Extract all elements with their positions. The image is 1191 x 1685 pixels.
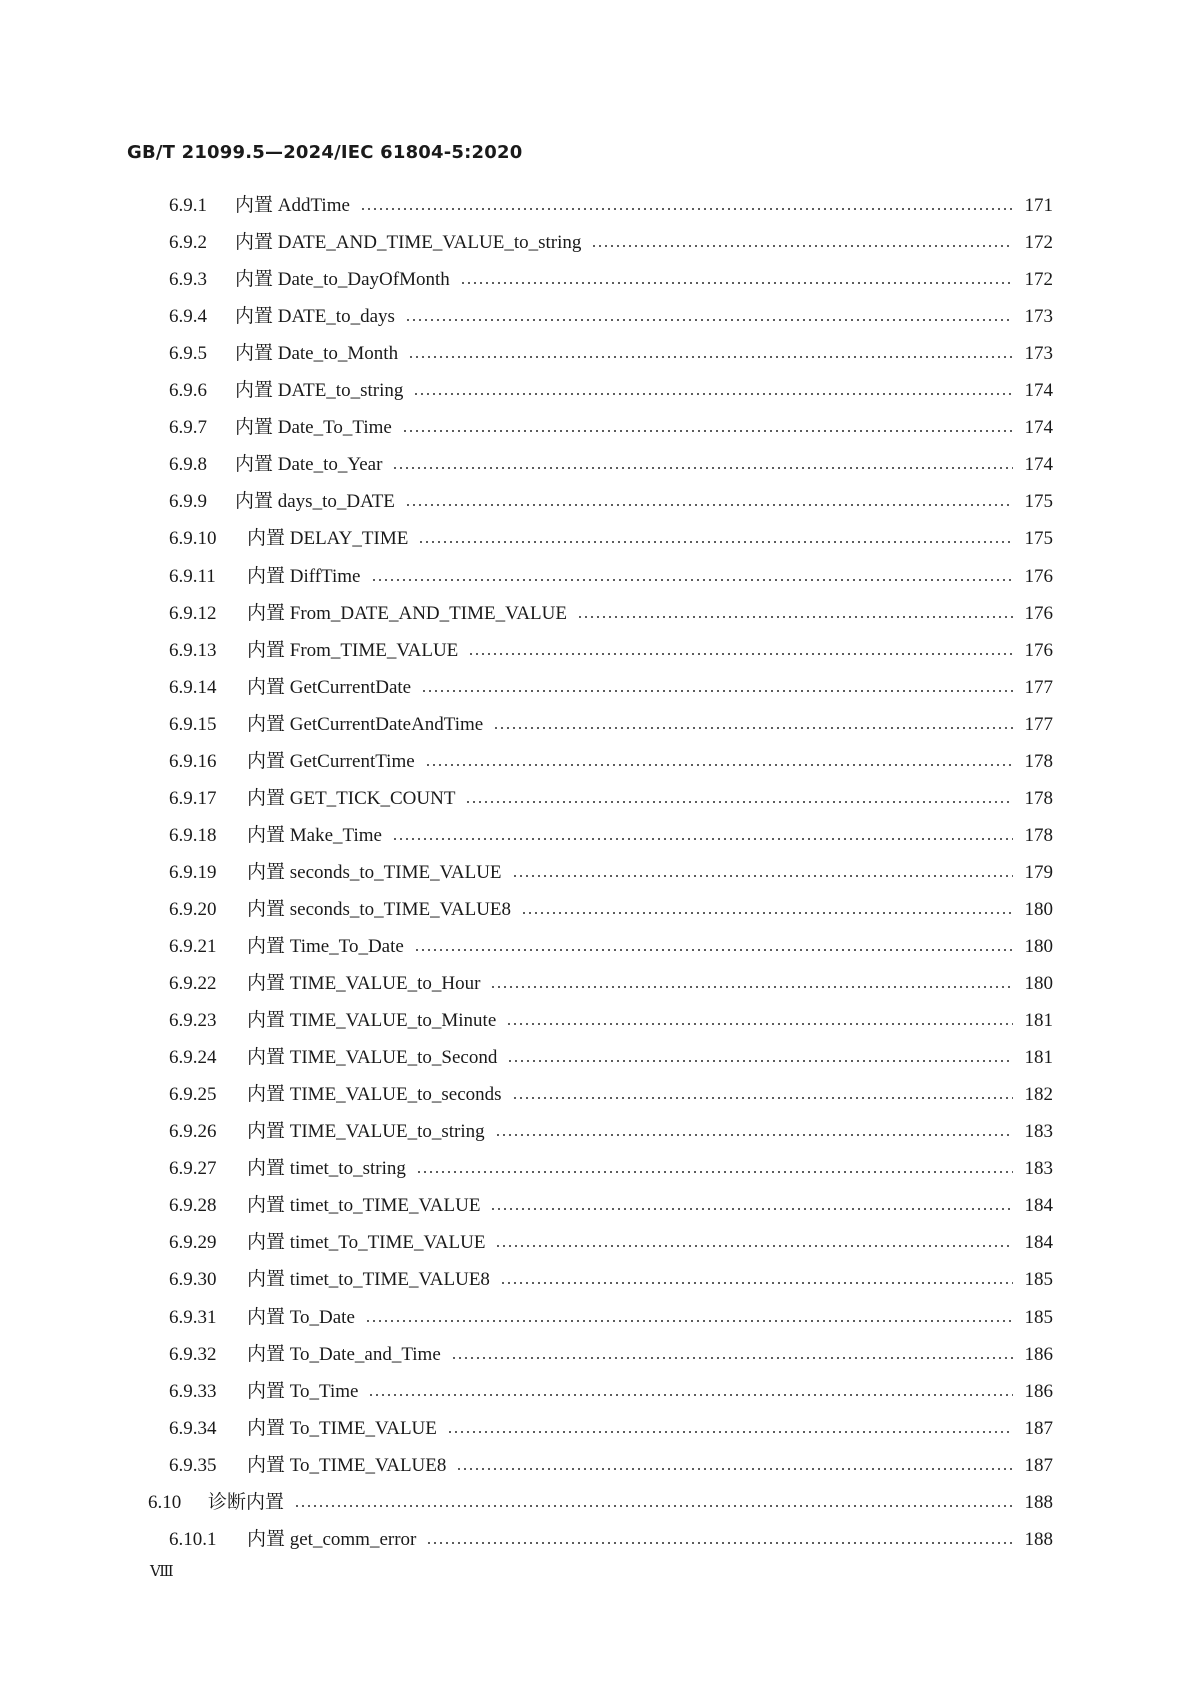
dot-leader <box>416 1171 1013 1173</box>
toc-entry-title: 内置 DiffTime <box>247 565 361 587</box>
toc-entry-page: 180 <box>1024 936 1053 957</box>
toc-entry-title: 内置 Time_To_Date <box>247 936 404 957</box>
dot-leader <box>413 393 1013 395</box>
toc-entry-page: 183 <box>1024 1121 1053 1143</box>
dot-leader <box>408 356 1013 358</box>
toc-entry-page: 176 <box>1024 602 1053 624</box>
toc-entry-title: 内置 DELAY_TIME <box>247 528 409 550</box>
toc-entry-page: 188 <box>1024 1491 1053 1513</box>
toc-entry[interactable] <box>169 1304 1053 1332</box>
dot-leader <box>405 504 1013 506</box>
toc-entry-title: 内置 DATE_to_string <box>235 380 404 402</box>
toc-entry-number: 6.9.11 <box>169 565 216 587</box>
toc-entry[interactable] <box>169 563 1053 591</box>
toc-entry-page: 175 <box>1024 491 1053 513</box>
toc-entry-number: 6.9.32 <box>169 1343 217 1365</box>
dot-leader <box>421 690 1013 692</box>
toc-entry[interactable] <box>148 1489 1053 1517</box>
toc-entry-number: 6.9.21 <box>169 936 217 957</box>
toc-entry-title: 内置 To_Date <box>247 1306 355 1328</box>
dot-leader <box>495 1134 1013 1136</box>
toc-entry-title: 内置 TIME_VALUE_to_Minute <box>247 1010 497 1032</box>
toc-entry-number: 6.9.7 <box>169 417 207 439</box>
toc-entry-page: 172 <box>1024 232 1053 254</box>
toc-entry-number: 6.9.25 <box>169 1084 217 1106</box>
toc-entry-title: 内置 timet_To_TIME_VALUE <box>247 1232 486 1254</box>
dot-leader <box>490 986 1013 988</box>
toc-entry-title: 内置 TIME_VALUE_to_Second <box>247 1047 498 1069</box>
dot-leader <box>414 949 1013 951</box>
toc-entry-title: 内置 TIME_VALUE_to_Hour <box>247 973 481 995</box>
toc-entry-title: 内置 DATE_to_days <box>235 306 395 328</box>
toc-entry-title: 内置 seconds_to_TIME_VALUE8 <box>247 898 512 920</box>
toc-entry-number: 6.9.29 <box>169 1232 217 1254</box>
dot-leader <box>360 208 1013 210</box>
dot-leader <box>507 1060 1013 1062</box>
toc-entry-title: 诊断内置 <box>208 1491 285 1513</box>
dot-leader <box>418 541 1013 543</box>
toc-entry[interactable] <box>169 377 1053 405</box>
toc-entry[interactable] <box>169 1415 1053 1443</box>
toc-entry-title: 内置 To_Time <box>247 1380 359 1402</box>
toc-entry-page: 176 <box>1024 639 1053 661</box>
toc-entry-page: 180 <box>1024 973 1053 995</box>
toc-entry[interactable] <box>169 822 1053 850</box>
toc-entry-number: 6.9.17 <box>169 787 217 809</box>
dot-leader <box>506 1023 1013 1025</box>
toc-entry-title: 内置 Date_to_DayOfMonth <box>235 269 450 291</box>
dot-leader <box>447 1431 1013 1433</box>
dot-leader <box>402 430 1013 432</box>
toc-entry-page: 173 <box>1024 306 1053 328</box>
toc-entry-title: 内置 timet_to_TIME_VALUE <box>247 1195 481 1217</box>
toc-entry-title: 内置 TIME_VALUE_to_string <box>247 1121 485 1143</box>
dot-leader <box>405 319 1013 321</box>
dot-leader <box>368 1394 1013 1396</box>
toc-entry[interactable] <box>169 229 1053 257</box>
toc-entry-number: 6.9.18 <box>169 824 217 846</box>
dot-leader <box>493 727 1013 729</box>
toc-entry-number: 6.9.13 <box>169 639 217 661</box>
toc-entry-number: 6.9.23 <box>169 1010 217 1032</box>
toc-entry-page: 181 <box>1024 1010 1053 1032</box>
toc-entry-number: 6.9.9 <box>169 491 207 513</box>
toc-entry-number: 6.9.6 <box>169 380 207 402</box>
toc-entry-page: 178 <box>1024 824 1053 846</box>
toc-entry-number: 6.9.24 <box>169 1047 217 1069</box>
toc-entry-title: 内置 get_comm_error <box>247 1528 417 1550</box>
dot-leader <box>495 1245 1013 1247</box>
toc-entry-page: 185 <box>1024 1306 1053 1328</box>
toc-entry-title: 内置 GetCurrentDate <box>247 676 412 698</box>
toc-entry[interactable] <box>169 637 1053 665</box>
toc-entry-page: 186 <box>1024 1380 1053 1402</box>
toc-entry-number: 6.9.33 <box>169 1380 217 1402</box>
toc-entry-number: 6.9.5 <box>169 343 207 365</box>
toc-entry-number: 6.9.20 <box>169 898 217 920</box>
dot-leader <box>577 616 1013 618</box>
dot-leader <box>465 801 1013 803</box>
toc-entry-number: 6.9.14 <box>169 676 217 698</box>
dot-leader <box>460 282 1013 284</box>
toc-entry-title: 内置 Make_Time <box>247 824 382 846</box>
toc-entry-number: 6.9.3 <box>169 269 207 291</box>
toc-entry[interactable] <box>169 192 1053 220</box>
toc-entry-page: 187 <box>1024 1454 1053 1476</box>
dot-leader <box>490 1208 1013 1210</box>
toc-entry-title: 内置 GET_TICK_COUNT <box>247 787 456 809</box>
dot-leader <box>392 838 1013 840</box>
toc-entry[interactable] <box>169 674 1053 702</box>
dot-leader <box>456 1468 1013 1470</box>
toc-entry-page: 172 <box>1024 269 1053 291</box>
toc-entry-number: 6.9.1 <box>169 195 207 216</box>
document-header <box>127 142 522 163</box>
toc-entry-page: 183 <box>1024 1158 1053 1180</box>
toc-entry-title: 内置 GetCurrentTime <box>247 750 415 772</box>
toc-entry-number: 6.10 <box>148 1491 182 1513</box>
dot-leader <box>426 1542 1013 1544</box>
toc-entry[interactable] <box>169 1341 1053 1369</box>
page-number: Ⅷ <box>150 1564 174 1580</box>
toc-entry-page: 181 <box>1024 1047 1053 1069</box>
toc-entry-number: 6.9.30 <box>169 1269 217 1291</box>
toc-entry[interactable] <box>169 1452 1053 1480</box>
toc-entry-title: 内置 Date_to_Year <box>235 454 383 476</box>
toc-entry[interactable] <box>169 859 1053 887</box>
toc-entry-title: 内置 TIME_VALUE_to_seconds <box>247 1084 502 1106</box>
toc-entry-number: 6.10.1 <box>169 1528 217 1550</box>
toc-entry-title: 内置 From_TIME_VALUE <box>247 639 459 661</box>
toc-entry-title: 内置 To_Date_and_Time <box>247 1343 441 1365</box>
toc-entry-number: 6.9.15 <box>169 713 217 735</box>
dot-leader <box>500 1282 1013 1284</box>
toc-entry-title: 内置 Date_to_Month <box>235 343 399 365</box>
dot-leader <box>392 467 1013 469</box>
dot-leader <box>425 764 1013 766</box>
toc-entry[interactable] <box>169 1526 1053 1554</box>
toc-entry-title: 内置 From_DATE_AND_TIME_VALUE <box>247 602 567 624</box>
toc-entry-page: 178 <box>1024 787 1053 809</box>
toc-entry[interactable] <box>169 1378 1053 1406</box>
toc-entry-number: 6.9.26 <box>169 1121 217 1143</box>
toc-entry[interactable] <box>169 525 1053 553</box>
toc-entry-number: 6.9.12 <box>169 602 217 624</box>
toc-entry-title: 内置 Date_To_Time <box>235 417 392 439</box>
toc-entry[interactable] <box>169 1229 1053 1257</box>
toc-entry-page: 178 <box>1024 750 1053 772</box>
toc-entry[interactable] <box>169 1192 1053 1220</box>
toc-entry-number: 6.9.10 <box>169 528 217 550</box>
dot-leader <box>591 245 1013 247</box>
toc-entry[interactable] <box>169 785 1053 813</box>
toc-entry-number: 6.9.35 <box>169 1454 217 1476</box>
toc-entry-page: 186 <box>1024 1343 1053 1365</box>
toc-entry-page: 177 <box>1024 676 1053 698</box>
dot-leader <box>371 579 1014 581</box>
toc-entry-title: 内置 seconds_to_TIME_VALUE <box>247 861 502 883</box>
toc-entry[interactable] <box>169 970 1053 998</box>
toc-entry-number: 6.9.27 <box>169 1158 217 1180</box>
toc-entry-page: 177 <box>1024 713 1053 735</box>
toc-entry-number: 6.9.22 <box>169 973 217 995</box>
toc-entry[interactable] <box>169 303 1053 331</box>
toc-entry[interactable] <box>169 340 1053 368</box>
toc-entry[interactable] <box>169 600 1053 628</box>
dot-leader <box>521 912 1013 914</box>
toc-entry-title: 内置 DATE_AND_TIME_VALUE_to_string <box>235 232 582 254</box>
dot-leader <box>294 1505 1013 1507</box>
dot-leader <box>451 1357 1013 1359</box>
toc-entry-page: 175 <box>1024 528 1053 550</box>
toc-entry-number: 6.9.4 <box>169 306 207 328</box>
toc-entry[interactable] <box>169 266 1053 294</box>
toc-entry[interactable] <box>169 933 1053 961</box>
toc-entry-page: 185 <box>1024 1269 1053 1291</box>
toc-entry-page: 187 <box>1024 1417 1053 1439</box>
dot-leader <box>512 875 1013 877</box>
toc-entry-page: 173 <box>1024 343 1053 365</box>
toc-entry-title: 内置 GetCurrentDateAndTime <box>247 713 484 735</box>
toc-entry-page: 174 <box>1024 454 1053 476</box>
toc-entry-title: 内置 timet_to_string <box>247 1158 406 1180</box>
dot-leader <box>512 1097 1013 1099</box>
toc-entry[interactable] <box>169 748 1053 776</box>
toc-entry-number: 6.9.34 <box>169 1417 217 1439</box>
toc-entry-page: 180 <box>1024 898 1053 920</box>
standard-code: GB/T 21099.5—2024/IEC 61804-5:2020 <box>127 142 523 163</box>
toc-entry-number: 6.9.28 <box>169 1195 217 1217</box>
toc-entry[interactable] <box>169 488 1053 516</box>
toc-entry[interactable] <box>169 1044 1053 1072</box>
toc-entry-number: 6.9.31 <box>169 1306 217 1328</box>
dot-leader <box>365 1320 1013 1322</box>
toc-entry[interactable] <box>169 1155 1053 1183</box>
toc-entry-page: 171 <box>1024 195 1053 216</box>
toc-entry-page: 174 <box>1024 417 1053 439</box>
toc-entry[interactable] <box>169 414 1053 442</box>
toc-entry-number: 6.9.16 <box>169 750 217 772</box>
toc-entry-number: 6.9.8 <box>169 454 207 476</box>
toc-entry-page: 179 <box>1024 861 1053 883</box>
toc-entry-page: 184 <box>1024 1232 1053 1254</box>
dot-leader <box>468 653 1013 655</box>
toc-entry-title: 内置 days_to_DATE <box>235 491 395 513</box>
toc-entry-title: 内置 To_TIME_VALUE <box>247 1417 437 1439</box>
toc-entry[interactable] <box>169 896 1053 924</box>
toc-entry-page: 176 <box>1024 565 1053 587</box>
toc-entry-title: 内置 AddTime <box>235 195 350 216</box>
toc-entry[interactable] <box>169 1118 1053 1146</box>
toc-entry-page: 182 <box>1024 1084 1053 1106</box>
toc-entry[interactable] <box>169 711 1053 739</box>
toc-entry[interactable] <box>169 1081 1053 1109</box>
toc-entry[interactable] <box>169 1266 1053 1294</box>
toc-entry-title: 内置 To_TIME_VALUE8 <box>247 1454 447 1476</box>
toc-entry-number: 6.9.2 <box>169 232 207 254</box>
toc-entry-page: 184 <box>1024 1195 1053 1217</box>
toc-entry-title: 内置 timet_to_TIME_VALUE8 <box>247 1269 490 1291</box>
toc-entry-page: 174 <box>1024 380 1053 402</box>
toc-entry-number: 6.9.19 <box>169 861 217 883</box>
toc-entry[interactable] <box>169 451 1053 479</box>
toc-entry[interactable] <box>169 1007 1053 1035</box>
toc-entry-page: 188 <box>1024 1528 1053 1550</box>
